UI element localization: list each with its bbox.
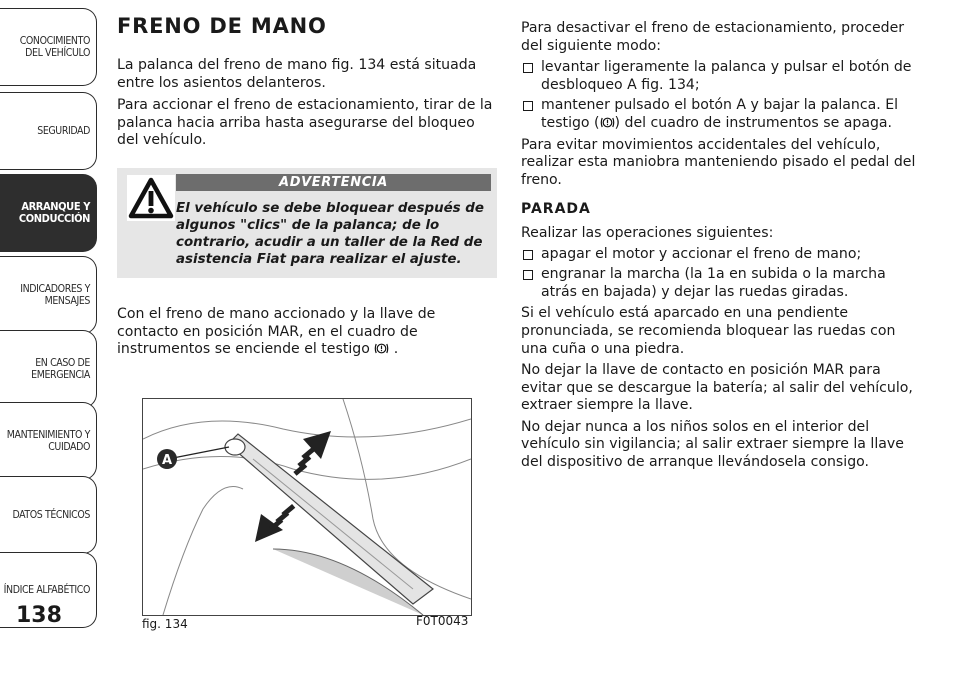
figure-label-a: A [161,453,173,468]
bullet-list [521,246,916,302]
tab-label: ARRANQUE Y CONDUCCIÓN [18,200,90,225]
paragraph-end: . [393,341,399,358]
list-item: levantar ligeramente la palanca y pulsar el botón de desbloqueo A fig. 134; [521,59,916,97]
list-item-text: del cuadro de instrumentos se apaga. [624,114,893,131]
handbrake-warning-light-icon [600,116,615,129]
tab-label: DATOS TÉCNICOS [12,509,90,521]
tab-label: ÍNDICE ALFABÉTICO [3,584,90,596]
list-item: mantener pulsado el botón A y bajar la palanca. El testigo ( ) del cuadro de instrumentos se apaga. [521,97,916,132]
tab-label: CONOCIMIENTO DEL VEHÍCULO [19,35,90,59]
list-item: engranar la marcha (la 1a en subida o la marcha atrás en bajada) y dejar las ruedas giradas. [521,266,916,301]
paragraph: La palanca del freno de mano fig. 134 está situada entre los asientos delanteros. [117,57,477,91]
handbrake-warning-light-icon [374,342,389,355]
figure-caption: fig. 134 [142,617,188,631]
subsection-title: PARADA [521,201,591,218]
figure-handbrake [142,398,472,616]
paragraph: Para evitar movimientos accidentales del vehículo, realizar esta maniobra manteniendo pisado el pedal del freno. [521,136,916,188]
tab-label: MANTENIMIENTO Y CUIDADO [6,429,90,453]
section-title: FRENO DE MANO [117,14,327,38]
bullet-list [521,59,916,132]
tab-emergencia[interactable] [0,330,97,408]
paragraph: Para accionar el freno de estacionamiento, tirar de la palanca hacia arriba hasta asegurarse del bloqueo del vehículo. [117,97,493,149]
chapter-tabs [0,0,100,640]
tab-label: EN CASO DE EMERGENCIA [31,357,90,381]
tab-mantenimiento[interactable] [0,402,97,480]
paragraph [117,306,497,359]
warning-title: ADVERTENCIA [176,174,491,191]
tab-seguridad[interactable] [0,92,97,170]
left-lamp-paragraph [117,306,497,359]
tab-datos-tecnicos[interactable] [0,476,97,554]
warning-body: El vehículo se debe bloquear después de algunos "clics" de la palanca; de lo contrario, acudir a un taller de la Red de asistencia Fiat para realizar el ajuste. [176,201,484,267]
list-item: apagar el motor y accionar el freno de mano; [521,246,916,267]
warning-box [117,168,497,278]
paragraph: Si el vehículo está aparcado en una pendiente pronunciada, se recomienda bloquear las ruedas con una cuña o una piedra. [521,305,896,357]
tab-label: INDICADORES Y MENSAJES [20,283,90,307]
tab-indicadores[interactable] [0,256,97,334]
paragraph-text: Con el freno de mano accionado y la llave de contacto en posición MAR, en el cuadro de instrumentos se enciende el testigo [117,306,436,358]
paragraph: No dejar nunca a los niños solos en el interior del vehículo sin vigilancia; al salir extraer siempre la llave del dispositivo de arranque llevándosela consigo. [521,418,904,471]
tab-conocimiento[interactable] [0,8,97,86]
handbrake-illustration [143,399,471,615]
paragraph: Realizar las operaciones siguientes: [521,224,774,241]
list-item-text: mantener pulsado el botón A y bajar la palanca. El testigo [541,97,899,131]
left-intro [117,57,497,150]
paragraph: No dejar la llave de contacto en posición MAR para evitar que se descargue la batería; al salir del vehículo, extraer siempre la llave. [521,362,913,414]
paragraph: Para desactivar el freno de estacionamiento, proceder del siguiente modo: [521,20,905,54]
right-column [521,20,916,472]
page-number: 138 [16,603,62,628]
tab-label: SEGURIDAD [37,125,90,137]
figure-code: F0T0043 [416,614,469,628]
warning-text [120,200,490,268]
tab-arranque[interactable] [0,174,97,252]
